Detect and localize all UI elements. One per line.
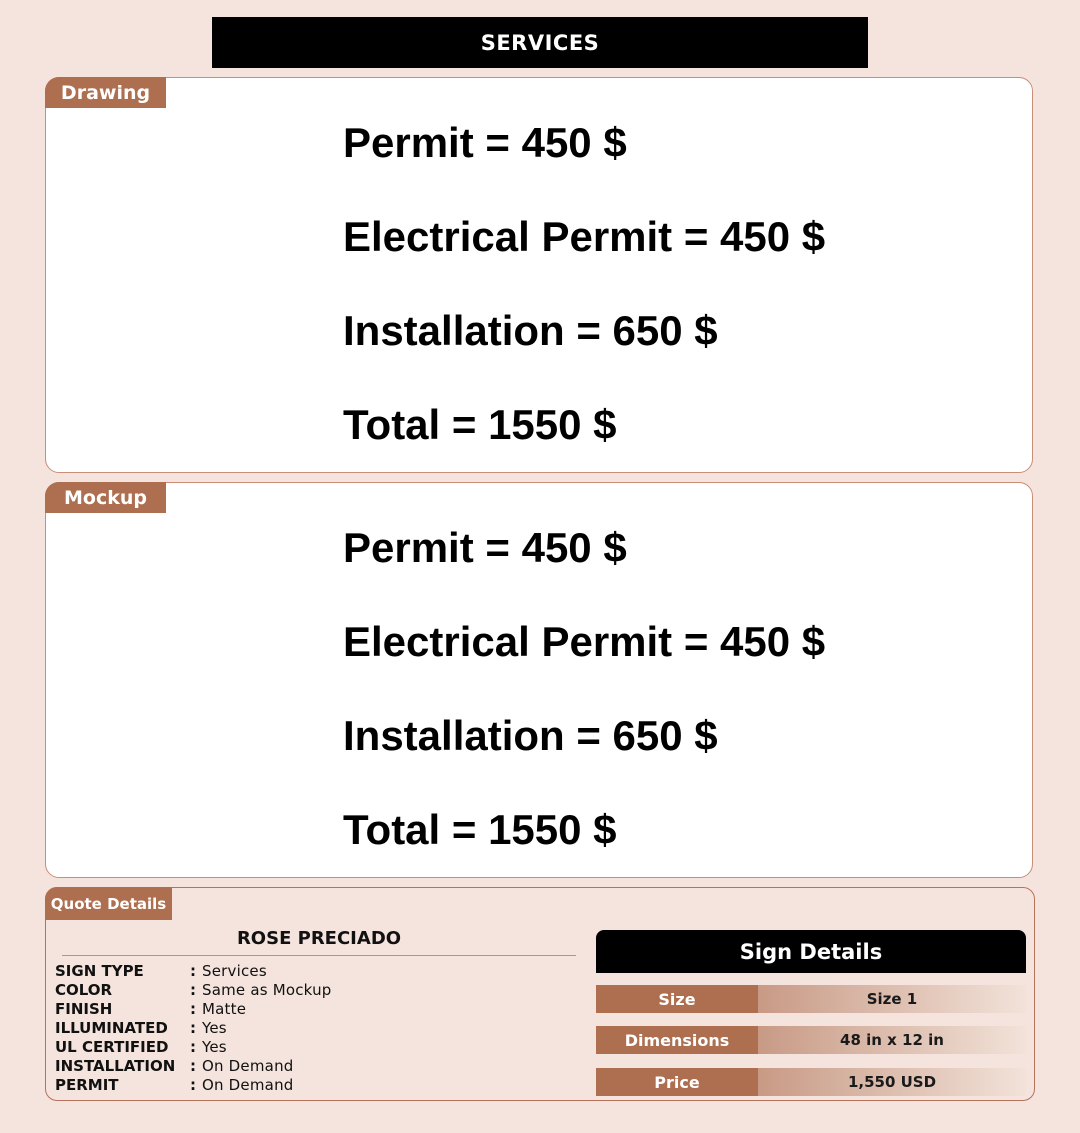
drawing-total-line: Total = 1550 $	[343, 401, 617, 448]
page-title: SERVICES	[212, 17, 868, 68]
spec-row-illuminated	[55, 1018, 227, 1037]
mockup-tab-label: Mockup	[45, 482, 166, 513]
spec-row-permit	[55, 1075, 294, 1094]
client-name: ROSE PRECIADO	[62, 928, 576, 956]
sign-details-label: Price	[596, 1068, 758, 1096]
sign-details-row-dimensions	[596, 1026, 1026, 1054]
drawing-tab-label: Drawing	[45, 77, 166, 108]
spec-row-sign-type	[55, 961, 267, 980]
spec-value: Yes	[202, 1018, 227, 1037]
sign-details-row-price	[596, 1068, 1026, 1096]
drawing-panel	[45, 77, 1033, 473]
spec-value: Services	[202, 961, 267, 980]
sign-details-value: 48 in x 12 in	[758, 1026, 1026, 1054]
spec-key: SIGN TYPE	[55, 961, 144, 980]
spec-key: INSTALLATION	[55, 1056, 176, 1075]
spec-value: On Demand	[202, 1056, 294, 1075]
spec-separator: :	[190, 1075, 196, 1094]
spec-separator: :	[190, 999, 196, 1018]
sign-details-label: Size	[596, 985, 758, 1013]
mockup-installation-line: Installation = 650 $	[343, 712, 718, 759]
quote-details-tab-label: Quote Details	[45, 887, 172, 920]
drawing-installation-line: Installation = 650 $	[343, 307, 718, 354]
spec-separator: :	[190, 1037, 196, 1056]
spec-row-finish	[55, 999, 246, 1018]
mockup-total-line: Total = 1550 $	[343, 806, 617, 853]
spec-separator: :	[190, 961, 196, 980]
spec-row-installation	[55, 1056, 294, 1075]
mockup-electrical-permit-line: Electrical Permit = 450 $	[343, 618, 826, 665]
spec-separator: :	[190, 980, 196, 999]
mockup-permit-line: Permit = 450 $	[343, 524, 627, 571]
spec-key: FINISH	[55, 999, 113, 1018]
spec-value: Same as Mockup	[202, 980, 332, 999]
spec-separator: :	[190, 1018, 196, 1037]
sign-details-title: Sign Details	[596, 930, 1026, 973]
sign-details-row-size	[596, 985, 1026, 1013]
spec-row-ul-certified	[55, 1037, 227, 1056]
spec-row-color	[55, 980, 332, 999]
mockup-panel	[45, 482, 1033, 878]
spec-key: PERMIT	[55, 1075, 119, 1094]
drawing-electrical-permit-line: Electrical Permit = 450 $	[343, 213, 826, 260]
spec-value: On Demand	[202, 1075, 294, 1094]
spec-value: Matte	[202, 999, 247, 1018]
spec-key: UL CERTIFIED	[55, 1037, 169, 1056]
quote-details-panel	[45, 887, 1035, 1101]
spec-key: COLOR	[55, 980, 113, 999]
sign-details-value: 1,550 USD	[758, 1068, 1026, 1096]
sign-details-value: Size 1	[758, 985, 1026, 1013]
spec-separator: :	[190, 1056, 196, 1075]
spec-value: Yes	[202, 1037, 227, 1056]
sign-details-label: Dimensions	[596, 1026, 758, 1054]
drawing-permit-line: Permit = 450 $	[343, 119, 627, 166]
spec-key: ILLUMINATED	[55, 1018, 168, 1037]
